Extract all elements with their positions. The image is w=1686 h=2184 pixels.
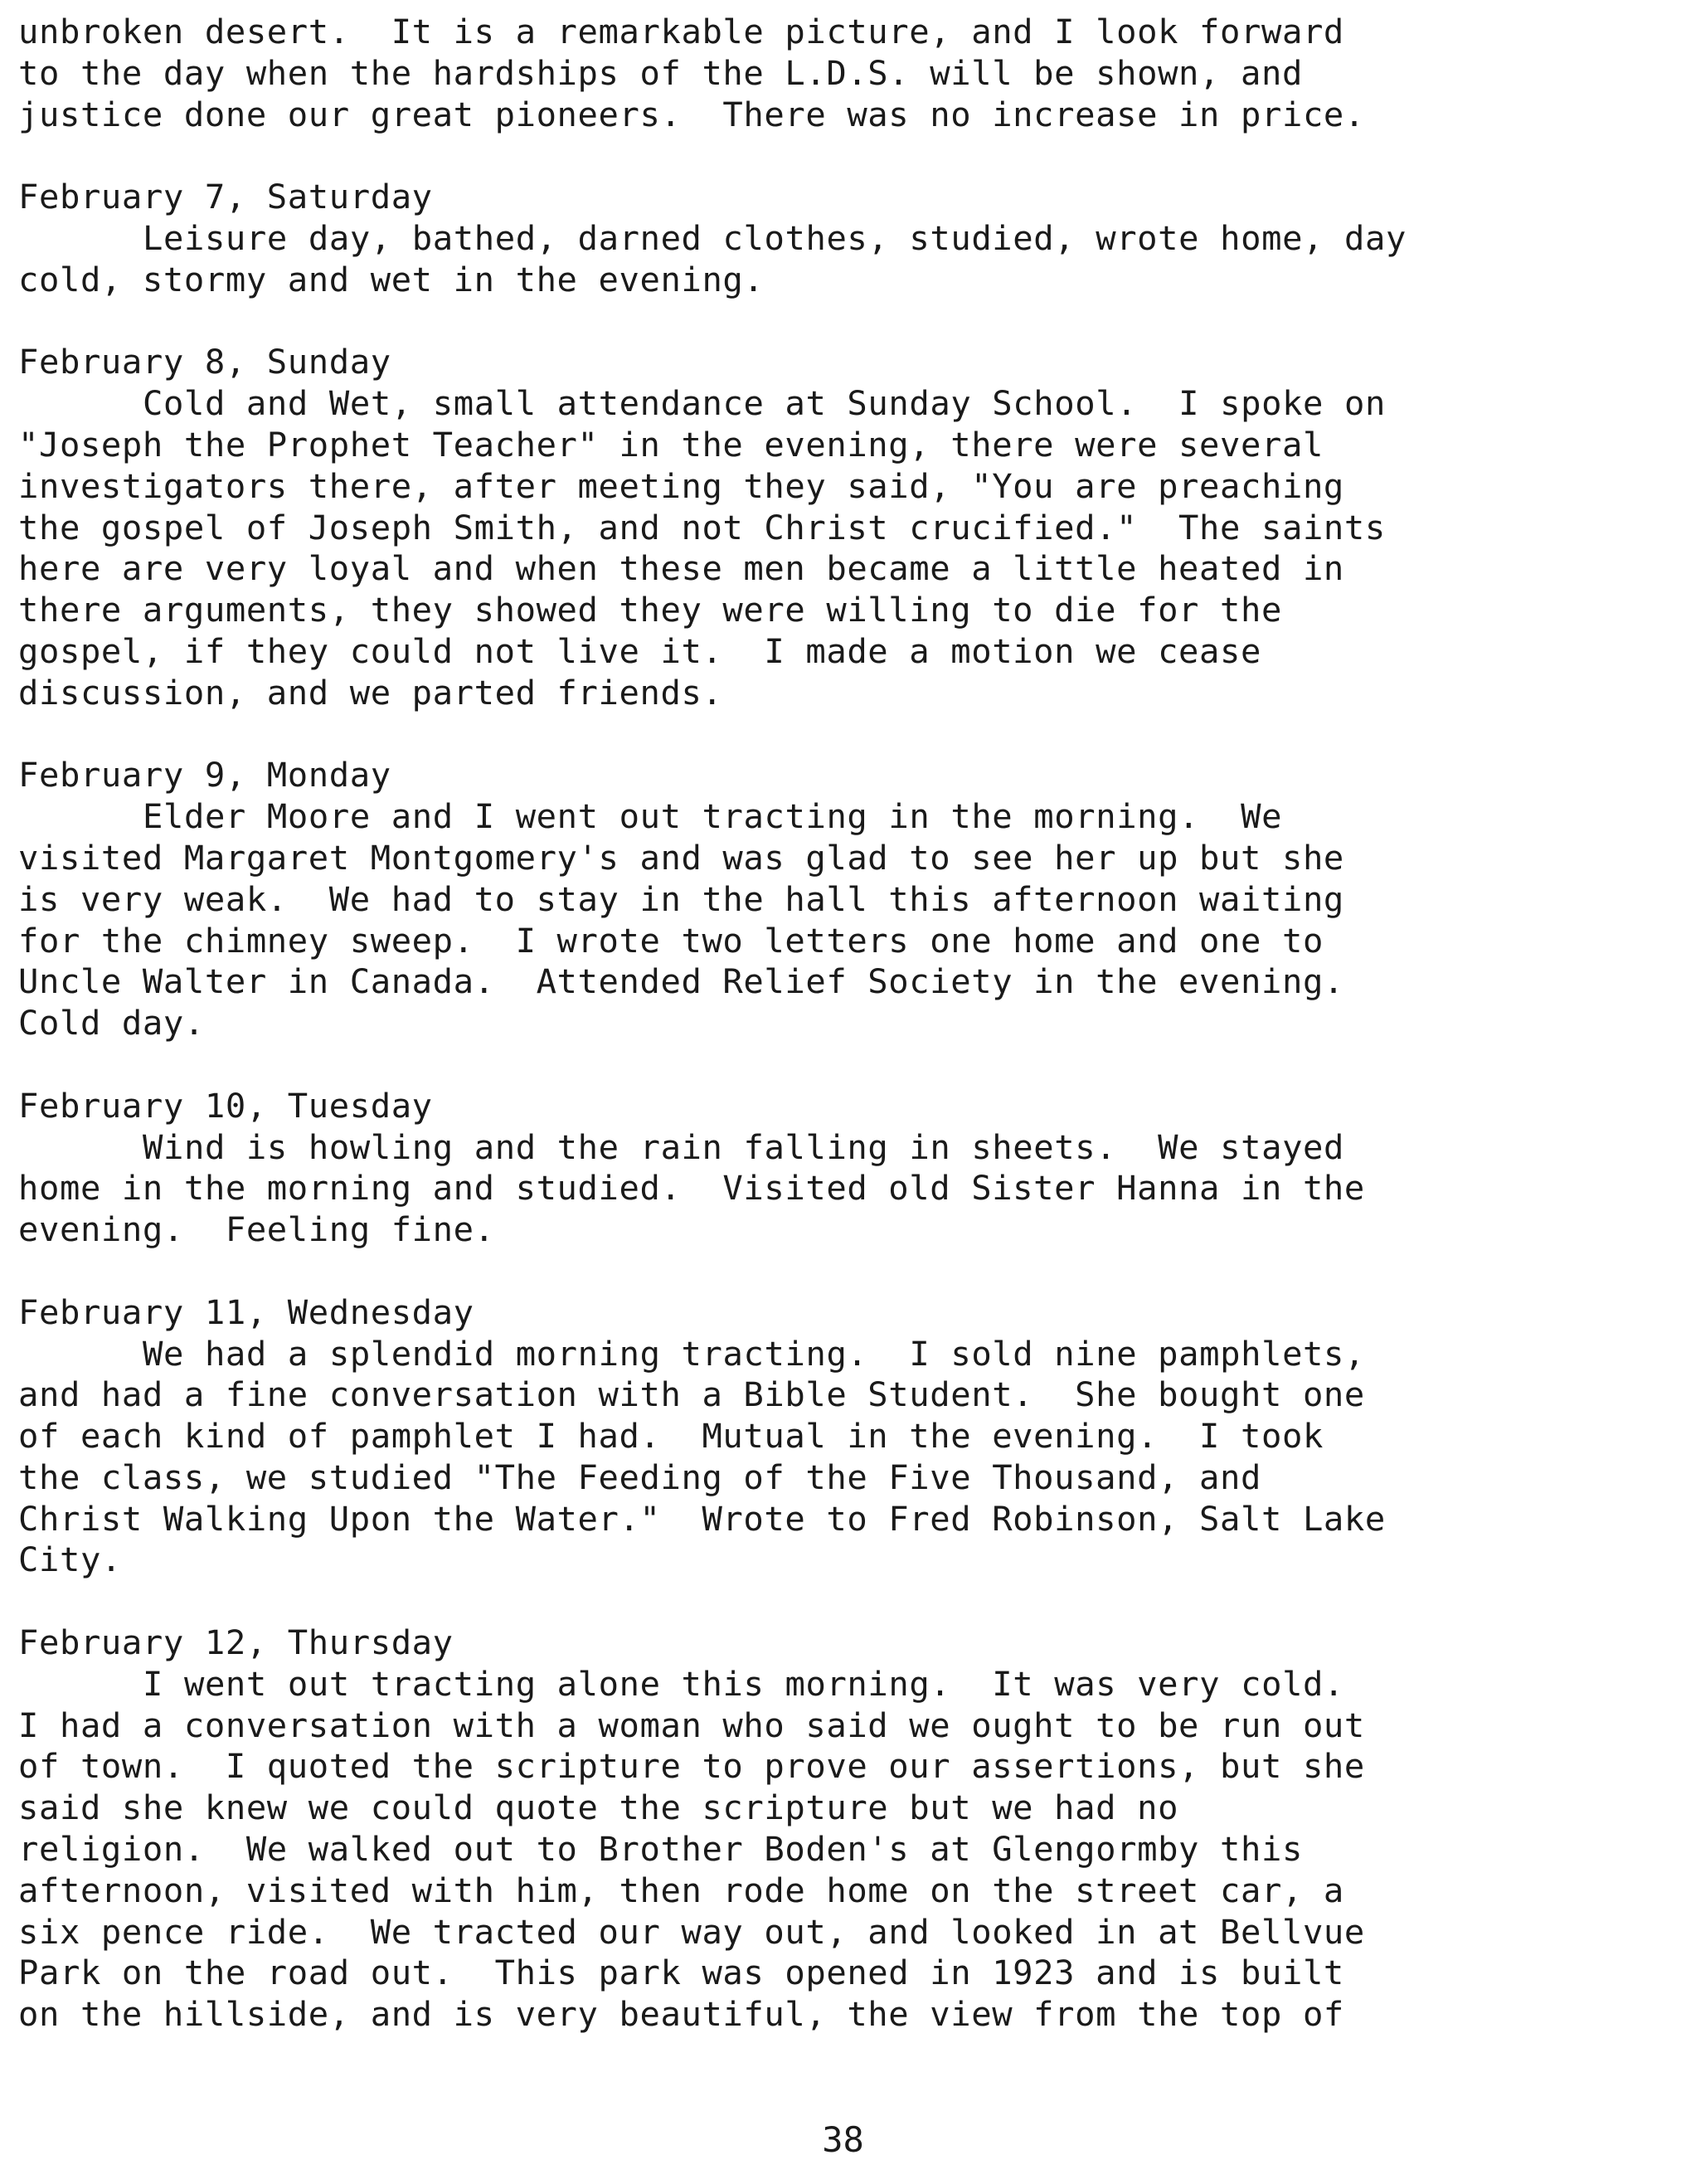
text-line: I had a conversation with a woman who said we ought to be run out xyxy=(18,1705,1365,1745)
text-line: of each kind of pamphlet I had. Mutual in the evening. I took xyxy=(18,1416,1324,1457)
text-line: "Joseph the Prophet Teacher" in the evening, there were several xyxy=(18,424,1324,465)
entry-date: February 12, Thursday xyxy=(18,1622,454,1663)
text-line: religion. We walked out to Brother Boden's at Glengormby this xyxy=(18,1829,1303,1870)
text-line: Cold and Wet, small attendance at Sunday School. I spoke on xyxy=(143,383,1386,424)
text-line: investigators there, after meeting they said, "You are preaching xyxy=(18,465,1344,506)
text-line: Wind is howling and the rain falling in sheets. We stayed xyxy=(143,1126,1345,1167)
text-line: We had a splendid morning tracting. I sold nine pamphlets, xyxy=(143,1333,1365,1374)
text-line: home in the morning and studied. Visited old Sister Hanna in the xyxy=(18,1168,1365,1209)
entry-date: February 10, Tuesday xyxy=(18,1085,433,1126)
text-line: cold, stormy and wet in the evening. xyxy=(18,259,765,299)
text-line: and had a fine conversation with a Bible Student. She bought one xyxy=(18,1374,1365,1415)
diary-entry-feb-8 xyxy=(18,342,1669,713)
text-line: said she knew we could quote the scripture but we had no xyxy=(18,1788,1179,1828)
text-line: is very weak. We had to stay in the hall this afternoon waiting xyxy=(18,878,1344,919)
text-line: Leisure day, bathed, darned clothes, studied, wrote home, day xyxy=(143,217,1407,258)
diary-entry-feb-10 xyxy=(18,1086,1669,1251)
entry-date: February 11, Wednesday xyxy=(18,1291,474,1332)
text-line: justice done our great pioneers. There was no increase in price. xyxy=(18,94,1365,134)
text-line: six pence ride. We tracted our way out, and looked in at Bellvue xyxy=(18,1911,1365,1952)
text-line: unbroken desert. It is a remarkable picture, and I look forward xyxy=(18,12,1344,51)
diary-entry-feb-9 xyxy=(18,755,1669,1044)
text-line: there arguments, they showed they were willing to die for the xyxy=(18,590,1282,630)
text-line: City. xyxy=(18,1540,122,1580)
entry-date: February 8, Sunday xyxy=(18,342,391,382)
text-line: gospel, if they could not live it. I made a motion we cease xyxy=(18,630,1261,671)
document-page xyxy=(18,12,1669,2036)
text-line: visited Margaret Montgomery's and was glad to see her up but she xyxy=(18,837,1344,878)
entry-date: February 9, Monday xyxy=(18,755,391,795)
text-line: discussion, and we parted friends. xyxy=(18,672,723,713)
diary-entry-feb-7 xyxy=(18,177,1669,300)
text-line: I went out tracting alone this morning. It was very cold. xyxy=(143,1663,1345,1704)
text-line: Uncle Walter in Canada. Attended Relief Society in the evening. xyxy=(18,961,1344,1002)
text-line: for the chimney sweep. I wrote two letters one home and one to xyxy=(18,920,1324,961)
page-number: 38 xyxy=(822,2119,864,2160)
text-line: evening. Feeling fine. xyxy=(18,1209,495,1250)
text-line: the gospel of Joseph Smith, and not Christ crucified." The saints xyxy=(18,507,1386,547)
text-line: the class, we studied "The Feeding of the Five Thousand, and xyxy=(18,1457,1261,1497)
text-line: afternoon, visited with him, then rode home on the street car, a xyxy=(18,1870,1344,1910)
text-line: of town. I quoted the scripture to prove our assertions, but she xyxy=(18,1746,1365,1787)
text-line: on the hillside, and is very beautiful, the view from the top of xyxy=(18,1994,1344,2035)
entry-date: February 7, Saturday xyxy=(18,177,433,217)
intro-paragraph xyxy=(18,12,1669,135)
text-line: Elder Moore and I went out tracting in the morning. We xyxy=(143,796,1283,837)
text-line: to the day when the hardships of the L.D.S. will be shown, and xyxy=(18,52,1303,93)
text-line: Christ Walking Upon the Water." Wrote to Fred Robinson, Salt Lake xyxy=(18,1498,1386,1539)
diary-entry-feb-11 xyxy=(18,1292,1669,1582)
text-line: Park on the road out. This park was opened in 1923 and is built xyxy=(18,1953,1344,1993)
diary-entry-feb-12 xyxy=(18,1622,1669,2036)
text-line: here are very loyal and when these men became a little heated in xyxy=(18,548,1344,589)
text-line: Cold day. xyxy=(18,1003,205,1043)
